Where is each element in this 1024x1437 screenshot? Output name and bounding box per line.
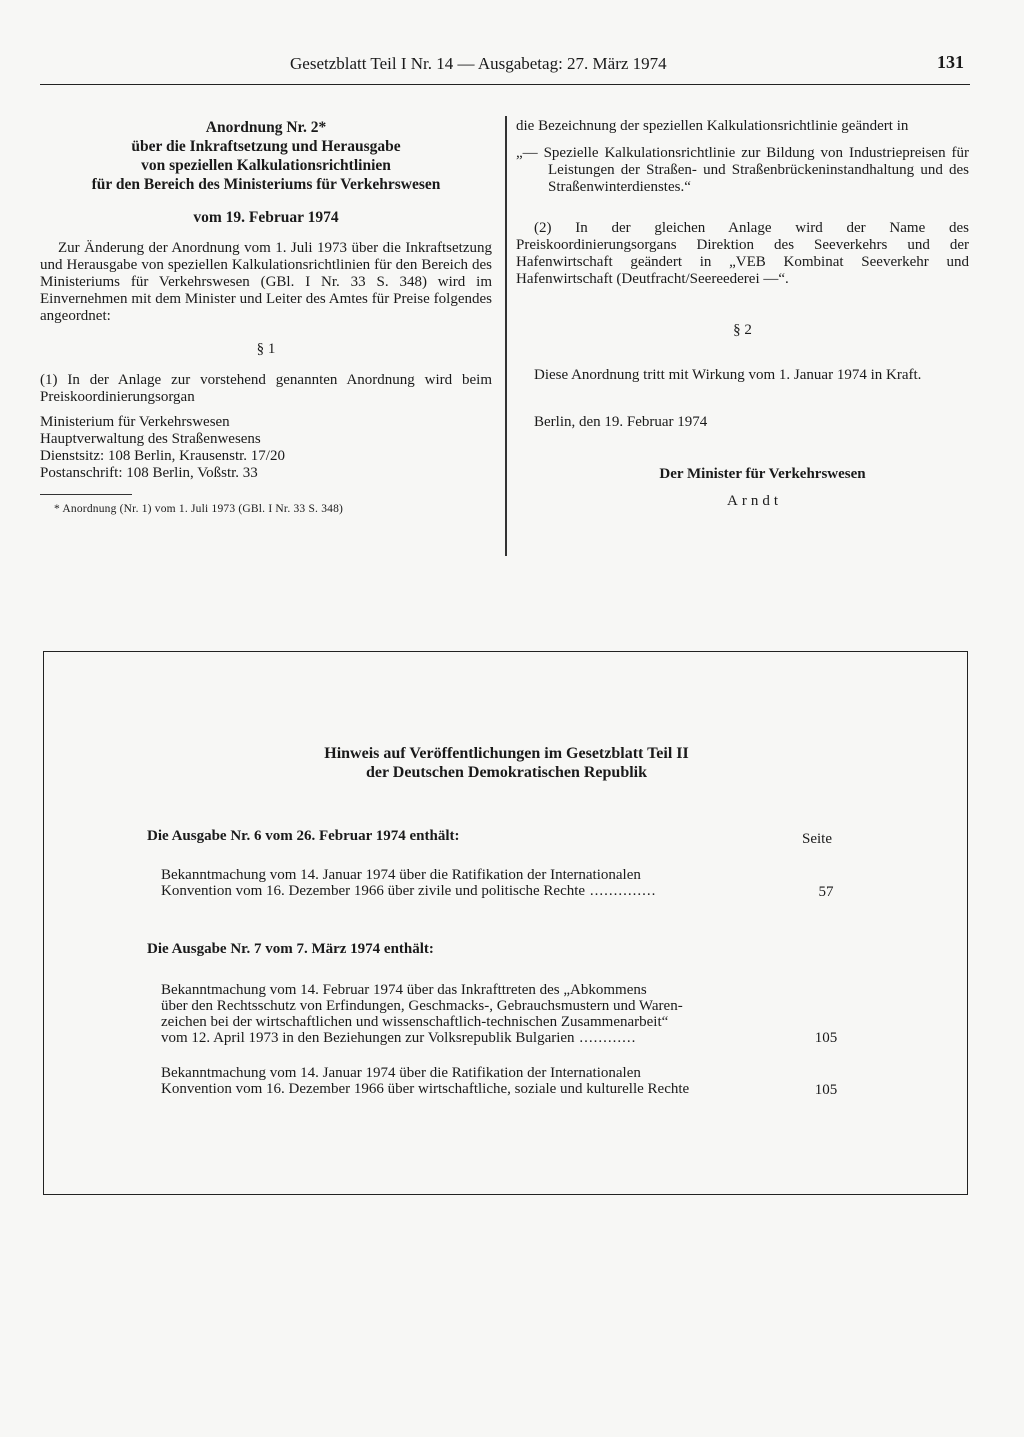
entry-line: zeichen bei der wirtschaftlichen und wissenschaftlich-technischen Zusammenarbeit“ [161, 1014, 669, 1030]
address-line: Dienstsitz: 108 Berlin, Krausenstr. 17/20 [40, 448, 285, 464]
entry-page-number: 105 [814, 1030, 838, 1046]
entry-line: Bekanntmachung vom 14. Februar 1974 über das Inkrafttreten des „Abkommens [161, 982, 647, 998]
address-line: Postanschrift: 108 Berlin, Voßstr. 33 [40, 465, 258, 481]
intro-paragraph: Zur Änderung der Anordnung vom 1. Juli 1973 über die Inkraftsetzung und Herausgabe von speziellen Kalkulationsrichtlinien für den Bereich des Ministeriums für Verkehrswesen (GBl. I Nr. 33 S. 348) wird im Einvernehmen mit dem Minister und Leiter des Amtes für Preise folgendes angeordnet: [40, 240, 492, 324]
quoted-designation: „— Spezielle Kalkulationsrichtlinie zur Bildung von Industriepreisen für Leistungen der Straßen- und Straßenbrückeninstandhaltung und des Straßenwinterdienstes.“ [516, 145, 969, 195]
running-title: Gesetzblatt Teil I Nr. 14 — Ausgabetag: 27. März 1974 [290, 54, 667, 73]
address-line: Ministerium für Verkehrswesen [40, 414, 230, 430]
entry-line [161, 1030, 776, 1046]
footnote-divider [40, 494, 132, 495]
entry-line [161, 883, 776, 899]
place-and-date: Berlin, den 19. Februar 1974 [534, 414, 708, 430]
page-column-label: Seite [802, 831, 832, 847]
order-title-line: für den Bereich des Ministeriums für Verkehrswesen [91, 176, 441, 193]
signatory-name: Arndt [727, 493, 782, 509]
entry-page-number: 105 [814, 1082, 838, 1098]
notice-entry [161, 867, 776, 899]
page-header [40, 52, 970, 85]
entry-line: Bekanntmachung vom 14. Januar 1974 über die Ratifikation der Internationalen [161, 867, 641, 883]
order-title-line: von speziellen Kalkulationsrichtlinien [141, 157, 391, 174]
final-provision: Diese Anordnung tritt mit Wirkung vom 1. Januar 1974 in Kraft. [534, 367, 922, 383]
entry-page-number: 57 [818, 884, 834, 900]
section-heading-1: § 1 [256, 341, 276, 357]
issue-heading: Die Ausgabe Nr. 6 vom 26. Februar 1974 enthält: [147, 828, 460, 844]
entry-line-text: vom 12. April 1973 in den Beziehungen zur Volksrepublik Bulgarien [161, 1030, 575, 1046]
notice-entry [161, 1065, 776, 1097]
notice-title-line: der Deutschen Demokratischen Republik [365, 764, 648, 781]
minister-title: Der Minister für Verkehrswesen [659, 466, 866, 482]
paragraph-2: (2) In der gleichen Anlage wird der Name des Preiskoordinierungsorgans Direktion des Seeverkehrs und der Hafenwirtschaft geändert in „VEB Kombinat Seeverkehr und Hafenwirtschaft (Deutfracht/Seereederei —“. [516, 220, 969, 287]
issue-heading: Die Ausgabe Nr. 7 vom 7. März 1974 enthält: [147, 941, 434, 957]
continuation-text: die Bezeichnung der speziellen Kalkulationsrichtlinie geändert in [516, 118, 909, 134]
address-line: Hauptverwaltung des Straßenwesens [40, 431, 261, 447]
order-title [40, 118, 492, 194]
notice-title-line: Hinweis auf Veröffentlichungen im Gesetzblatt Teil II [324, 745, 689, 762]
page-number: 131 [937, 52, 964, 72]
section-heading-2: § 2 [733, 322, 752, 338]
order-date: vom 19. Februar 1974 [193, 209, 339, 226]
entry-line: Bekanntmachung vom 14. Januar 1974 über die Ratifikation der Internationalen [161, 1065, 641, 1081]
order-title-line: über die Inkraftsetzung und Herausgabe [131, 138, 401, 155]
dot-leader: ............ [574, 1030, 637, 1046]
column-divider [505, 116, 507, 556]
entry-line: Konvention vom 16. Dezember 1966 über wirtschaftliche, soziale und kulturelle Rechte [161, 1081, 690, 1097]
order-title-line: Anordnung Nr. 2* [205, 119, 327, 136]
notice-title [44, 744, 969, 782]
entry-line: über den Rechtsschutz von Erfindungen, Geschmacks-, Gebrauchsmustern und Waren- [161, 998, 683, 1014]
dot-leader: .............. [585, 883, 657, 899]
right-column [516, 118, 969, 510]
left-column [40, 118, 492, 518]
footnote: * Anordnung (Nr. 1) vom 1. Juli 1973 (GBl. I Nr. 33 S. 348) [54, 503, 344, 515]
entry-line-text: Konvention vom 16. Dezember 1966 über zivile und politische Rechte [161, 883, 586, 899]
notice-entry [161, 982, 776, 1046]
address-block [40, 414, 492, 482]
publication-notice-box [43, 651, 968, 1195]
paragraph-1: (1) In der Anlage zur vorstehend genannten Anordnung wird beim Preiskoordinierungsorgan [40, 372, 492, 405]
